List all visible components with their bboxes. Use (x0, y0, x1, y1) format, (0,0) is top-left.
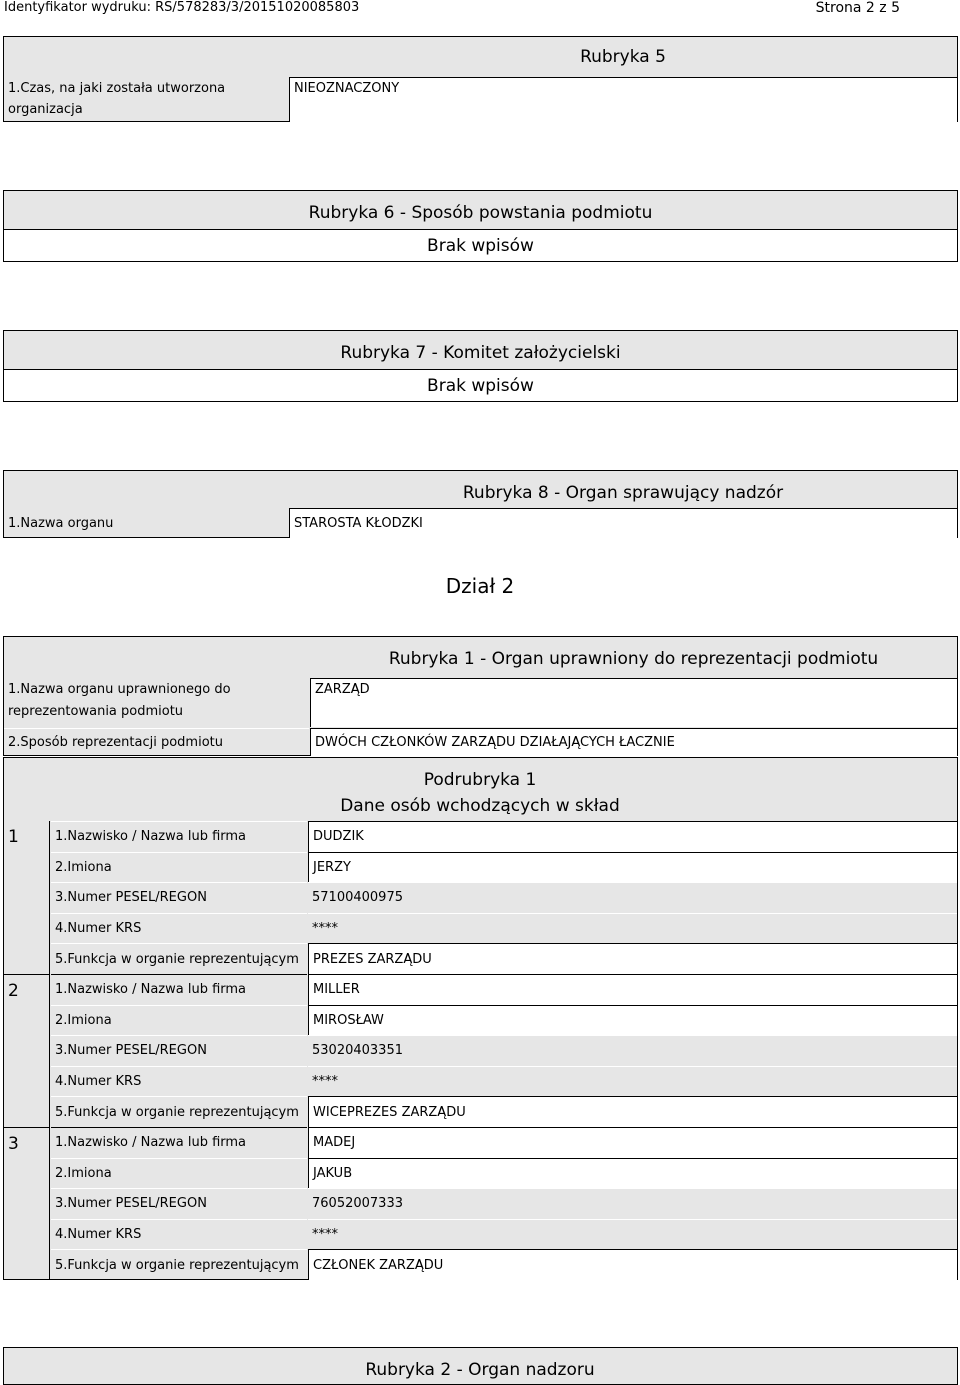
d2-rubryka2-box (3, 1347, 958, 1385)
person-block (4, 1127, 957, 1280)
rubryka6-body-area (4, 229, 957, 261)
d2-rubryka1-title: Rubryka 1 - Organ uprawniony do reprezentacji podmiotu (388, 649, 879, 669)
d2-rubryka1-box (3, 636, 958, 756)
organ-label-line1: 1.Nazwa organu uprawnionego do (8, 682, 231, 697)
organ-label-line2: reprezentowania podmiotu (8, 704, 184, 719)
rubryka5-label (4, 78, 288, 122)
podrubryka-title-line2: Dane osób wchodzących w skład (340, 796, 620, 816)
organ-value: ZARZĄD (310, 678, 957, 727)
rubryka7-body: Brak wpisów (427, 376, 534, 396)
person-value-krs: **** (308, 1219, 957, 1250)
person-value-pesel: 53020403351 (308, 1035, 957, 1066)
person-label-nazwisko: 1.Nazwisko / Nazwa lub firma (51, 821, 307, 852)
person-value-imiona: JERZY (308, 852, 957, 883)
person-value-nazwisko: MADEJ (308, 1127, 957, 1158)
person-number: 1 (4, 821, 50, 974)
rubryka5-title: Rubryka 5 (580, 47, 666, 67)
person-value-pesel: 76052007333 (308, 1188, 957, 1219)
page-number: Strona 2 z 5 (815, 0, 900, 16)
person-value-krs: **** (308, 913, 957, 944)
person-label-imiona: 2.Imiona (51, 852, 307, 883)
rubryka7-box (3, 330, 958, 402)
rubryka8-box (3, 470, 958, 538)
print-identifier: Identyfikator wydruku: RS/578283/3/20151020085803 (4, 0, 360, 15)
podrubryka-box (3, 757, 958, 1280)
person-label-pesel: 3.Numer PESEL/REGON (51, 882, 307, 913)
rubryka7-title: Rubryka 7 - Komitet założycielski (340, 343, 621, 363)
rubryka6-body: Brak wpisów (427, 236, 534, 256)
person-label-krs: 4.Numer KRS (51, 1219, 307, 1250)
person-value-imiona: MIROSŁAW (308, 1005, 957, 1036)
rubryka6-box (3, 190, 958, 262)
rubryka7-body-area (4, 369, 957, 401)
podrubryka-title-line1: Podrubryka 1 (423, 770, 537, 790)
person-label-nazwisko: 1.Nazwisko / Nazwa lub firma (51, 974, 307, 1005)
person-label-krs: 4.Numer KRS (51, 1066, 307, 1097)
person-label-funkcja: 5.Funkcja w organie reprezentującym (51, 943, 307, 974)
person-value-funkcja: WICEPREZES ZARZĄDU (308, 1096, 957, 1127)
person-value-imiona: JAKUB (308, 1158, 957, 1189)
rubryka5-label-line2: organizacja (8, 102, 83, 117)
person-value-nazwisko: DUDZIK (308, 821, 957, 852)
rubryka8-value: STAROSTA KŁODZKI (289, 508, 957, 538)
person-label-krs: 4.Numer KRS (51, 913, 307, 944)
person-label-pesel: 3.Numer PESEL/REGON (51, 1035, 307, 1066)
rubryka5-box (3, 36, 958, 122)
person-value-nazwisko: MILLER (308, 974, 957, 1005)
persons-list (4, 821, 957, 1279)
rubryka8-label: 1.Nazwa organu (8, 516, 114, 531)
person-value-krs: **** (308, 1066, 957, 1097)
rubryka5-label-line1: 1.Czas, na jaki została utworzona (8, 81, 226, 96)
person-block (4, 821, 957, 974)
person-label-imiona: 2.Imiona (51, 1005, 307, 1036)
person-number: 3 (4, 1127, 50, 1280)
person-value-funkcja: CZŁONEK ZARZĄDU (308, 1249, 957, 1280)
rubryka6-title: Rubryka 6 - Sposób powstania podmiotu (308, 203, 653, 223)
sposob-label: 2.Sposób reprezentacji podmiotu (4, 728, 309, 756)
person-label-nazwisko: 1.Nazwisko / Nazwa lub firma (51, 1127, 307, 1158)
person-number: 2 (4, 974, 50, 1127)
sposob-value: DWÓCH CZŁONKÓW ZARZĄDU DZIAŁAJĄCYCH ŁACZNIE (310, 728, 957, 756)
d2-rubryka2-title: Rubryka 2 - Organ nadzoru (365, 1360, 595, 1380)
organ-label (4, 679, 309, 727)
person-value-funkcja: PREZES ZARZĄDU (308, 943, 957, 974)
person-label-imiona: 2.Imiona (51, 1158, 307, 1189)
person-label-pesel: 3.Numer PESEL/REGON (51, 1188, 307, 1219)
person-value-pesel: 57100400975 (308, 882, 957, 913)
person-label-funkcja: 5.Funkcja w organie reprezentującym (51, 1096, 307, 1127)
person-block (4, 974, 957, 1127)
rubryka5-value: NIEOZNACZONY (289, 77, 957, 122)
person-label-funkcja: 5.Funkcja w organie reprezentującym (51, 1249, 307, 1280)
rubryka8-title: Rubryka 8 - Organ sprawujący nadzór (462, 483, 784, 503)
dzial2-title: Dział 2 (445, 574, 515, 598)
